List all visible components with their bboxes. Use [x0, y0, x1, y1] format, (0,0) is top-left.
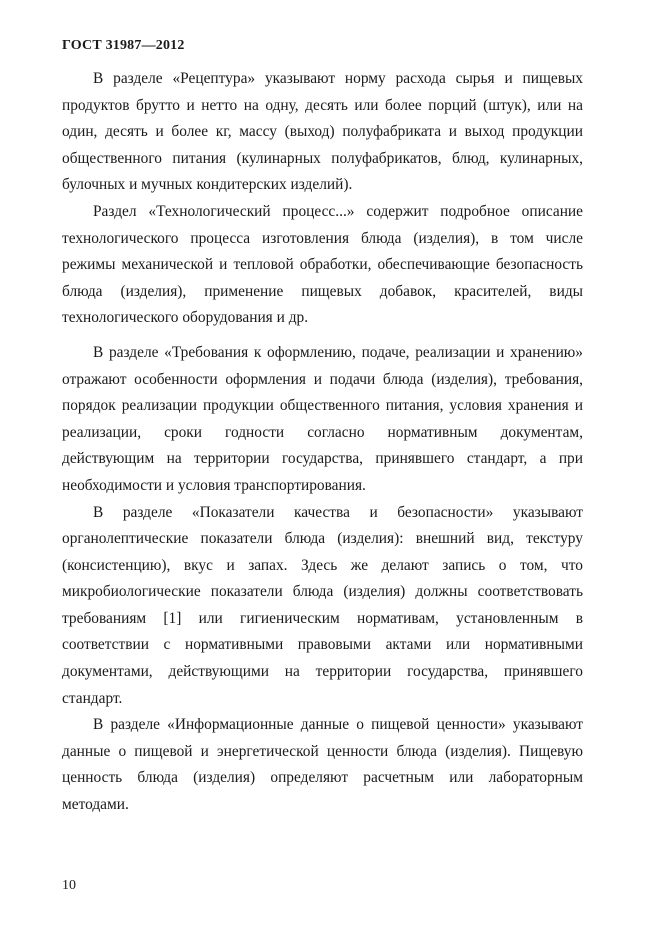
paragraph-nutritional-value: В разделе «Информационные данные о пищевой ценности» указывают данные о пищевой и энергетической ценности блюда (изделия). Пищевую ценность блюда (изделия) определяют расчетным или лабораторным методами.	[62, 716, 583, 814]
page-number: 10	[62, 878, 76, 893]
document-body	[62, 66, 583, 819]
paragraph-serving-requirements: В разделе «Требования к оформлению, подаче, реализации и хранению» отражают особенности оформления и подачи блюда (изделия), требования, порядок реализации продукции общественного питания, условия хранения и реализации, сроки годности согласно нормативным документам, действующим на территории государства, принявшего стандарт, а при необходимости и условия транспортирования.	[62, 343, 583, 494]
paragraph-technological-process: Раздел «Технологический процесс...» содержит подробное описание технологического процесса изготовления блюда (изделия), в том числе режимы механической и тепловой обработки, обеспечивающие безопасность блюда (изделия), применение пищевых добавок, красителей, виды технологического оборудования и др.	[62, 202, 583, 327]
document-header: ГОСТ 31987—2012	[62, 38, 185, 53]
paragraph-quality-safety: В разделе «Показатели качества и безопасности» указывают органолептические показатели блюда (изделия): внешний вид, текстуру (консистенцию), вкус и запах. Здесь же делают запись о том, что микробиологические показатели блюда (изделия) должны соответствовать требованиям [1] или гигиеническим нормативам, установленным в соответствии с нормативными правовыми актами или нормативными документами, действующими на территории государства, принявшего стандарт.	[62, 503, 583, 707]
paragraph-recipe-section: В разделе «Рецептура» указывают норму расхода сырья и пищевых продуктов брутто и нетто на одну, десять или более порций (штук), или на один, десять и более кг, массу (выход) полуфабриката и выход продукции общественного питания (кулинарных полуфабрикатов, блюд, кулинарных, булочных и мучных кондитерских изделий).	[62, 70, 583, 194]
